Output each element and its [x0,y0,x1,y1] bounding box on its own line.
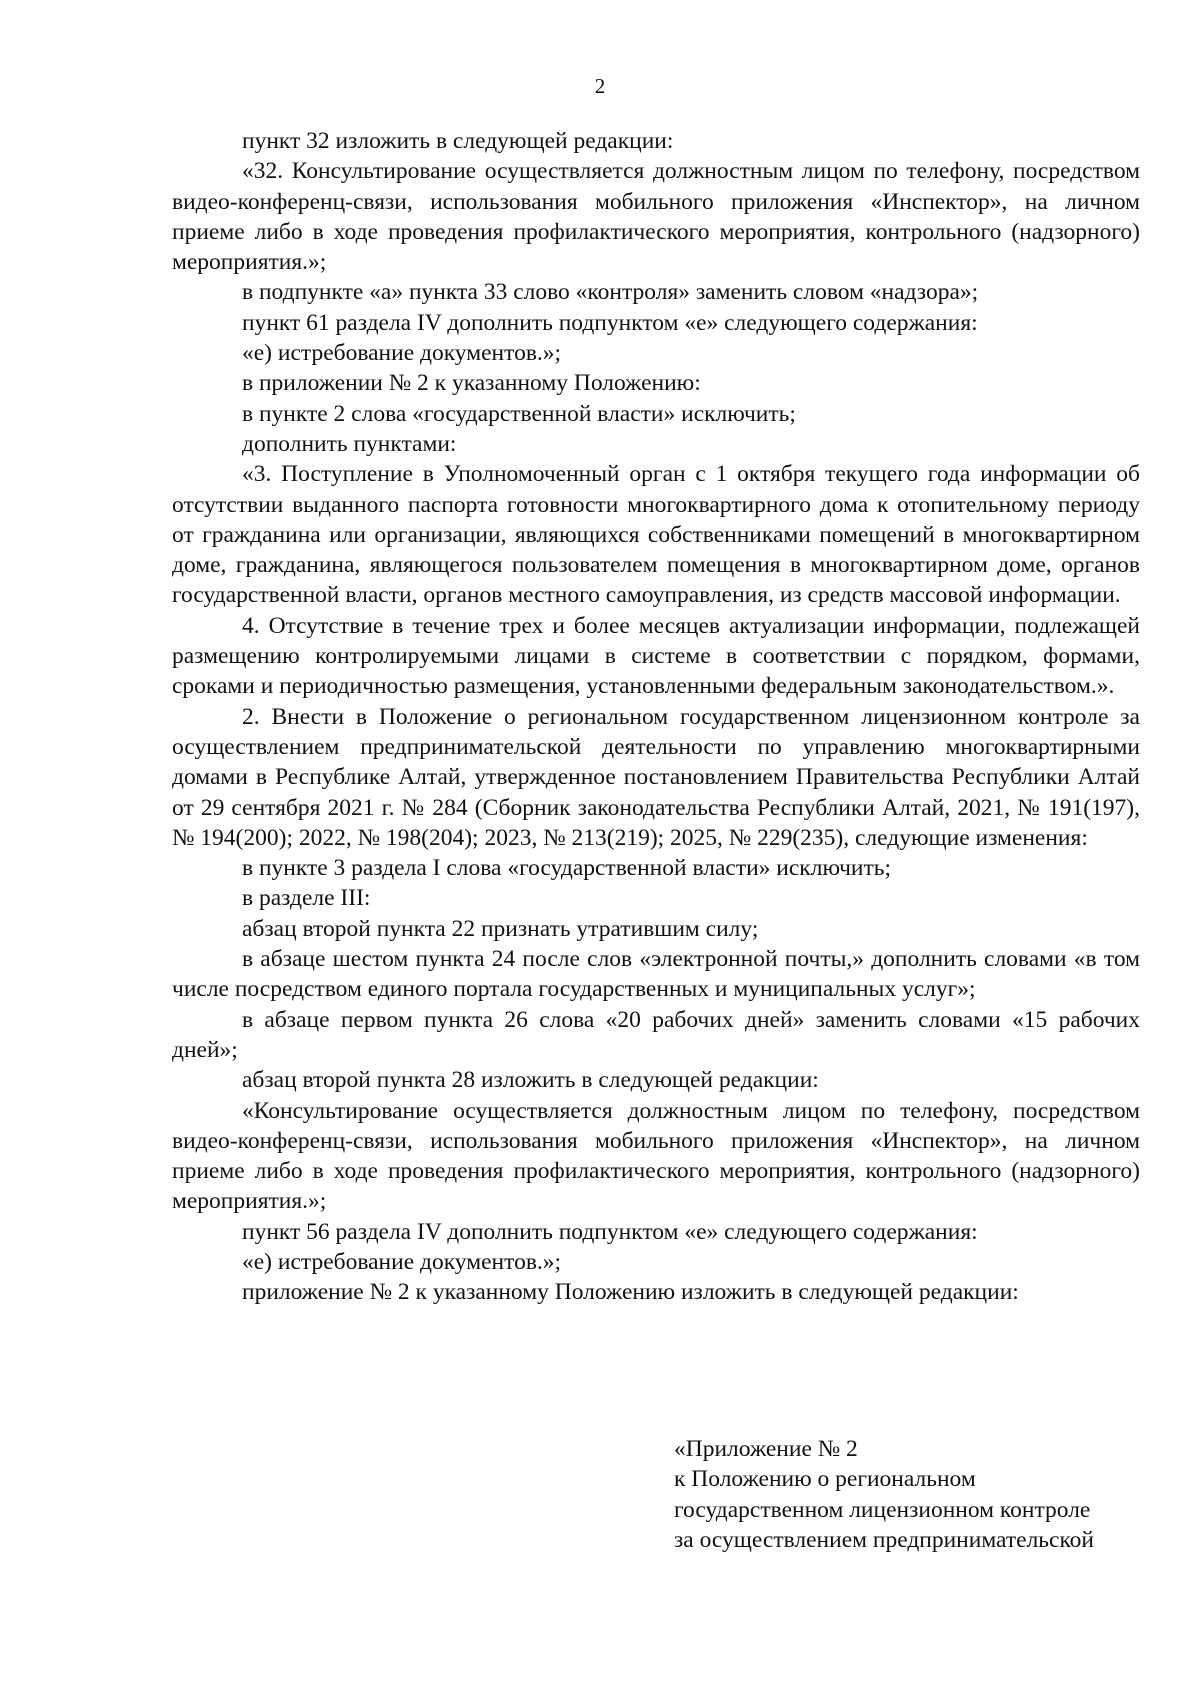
paragraph: дополнить пунктами: [242,430,457,457]
paragraph: в абзаце шестом пункта 24 после слов «электронной почты,» дополнить словами «в том числе посредством единого портала государственных и муниципальных услуг»; [172,946,1140,1003]
appendix-header-line: за осуществлением предпринимательской [674,1526,1094,1553]
paragraph: в разделе III: [242,885,371,912]
appendix-header-line: к Положению о региональном [674,1466,976,1493]
document-body [172,126,1140,1308]
page-number: 2 [594,74,606,98]
paragraph: в пункте 2 слова «государственной власти» исключить; [242,400,796,427]
appendix-header-line: «Приложение № 2 [674,1436,858,1462]
paragraph: 4. Отсутствие в течение трех и более месяцев актуализации информации, подлежащей размещению контролируемыми лицами в системе в соответствии с порядком, формами, сроками и периодичностью размещения, установленными федеральным законодательством.». [172,612,1140,700]
paragraph: абзац второй пункта 28 изложить в следующей редакции: [242,1067,819,1094]
appendix-header-line: государственном лицензионном контроле [674,1496,1091,1523]
paragraph: «е) истребование документов.»; [242,340,562,367]
paragraph: 2. Внести в Положение о региональном государственном лицензионном контроле за осуществлением предпринимательской деятельности по управлению многоквартирными домами в Республике Алтай, утвержденное постановлением Правительства Республики Алтай от 29 сентября 2021 г. № 284 (Сборник законодательства Республики Алтай, 2021, № 191(197), № 194(200); 2022, № 198(204); 2023, № 213(219); 2025, № 229(235), следующие изменения: [172,703,1140,851]
paragraph: пункт 32 изложить в следующей редакции: [242,128,674,154]
appendix-header [674,1434,1154,1555]
paragraph: абзац второй пункта 22 признать утратившим силу; [242,915,759,942]
paragraph: «32. Консультирование осуществляется должностным лицом по телефону, посредством видео-конференц-связи, использования мобильного приложения «Инспектор», на личном приеме либо в ходе проведения профилактического мероприятия, контрольного (надзорного) мероприятия.»; [172,158,1140,276]
paragraph: в подпункте «а» пункта 33 слово «контроля» заменить словом «надзора»; [242,279,979,306]
paragraph: «3. Поступление в Уполномоченный орган с 1 октября текущего года информации об отсутствии выданного паспорта готовности многоквартирного дома к отопительному периоду от гражданина или организации, являющихся собственниками помещений в многоквартирном доме, гражданина, являющегося пользователем помещения в многоквартирном доме, органов государственной власти, органов местного самоуправления, из средств массовой информации. [172,461,1140,609]
paragraph: в пункте 3 раздела I слова «государственной власти» исключить; [242,855,892,882]
paragraph: «е) истребование документов.»; [242,1248,562,1275]
paragraph: в приложении № 2 к указанному Положению: [242,370,701,397]
paragraph: пункт 61 раздела IV дополнить подпунктом «е» следующего содержания: [242,309,978,336]
paragraph: «Консультирование осуществляется должностным лицом по телефону, посредством видео-конференц-связи, использования мобильного приложения «Инспектор», на личном приеме либо в ходе проведения профилактического мероприятия, контрольного (надзорного) мероприятия.»; [172,1097,1140,1215]
paragraph: приложение № 2 к указанному Положению изложить в следующей редакции: [242,1279,1019,1306]
paragraph: в абзаце первом пункта 26 слова «20 рабочих дней» заменить словами «15 рабочих дней»; [172,1006,1140,1063]
paragraph: пункт 56 раздела IV дополнить подпунктом «е» следующего содержания: [242,1218,978,1245]
